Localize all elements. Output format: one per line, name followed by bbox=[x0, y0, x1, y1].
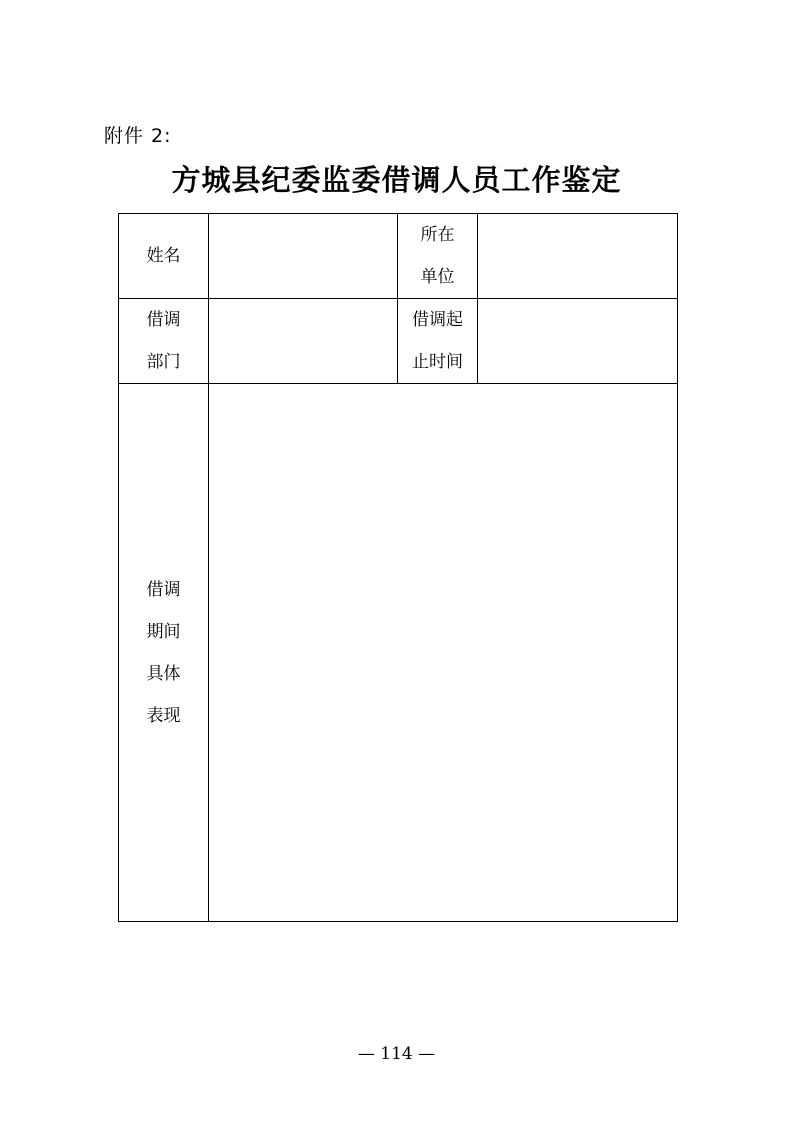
performance-label-cell bbox=[119, 384, 209, 922]
performance-value-field[interactable] bbox=[209, 384, 678, 922]
period-label-line1: 借调起 bbox=[412, 310, 463, 330]
name-label: 姓名 bbox=[146, 246, 181, 266]
attachment-label: 附件 2: bbox=[104, 125, 172, 147]
document-title: 方城县纪委监委借调人员工作鉴定 bbox=[171, 163, 622, 197]
unit-label-cell bbox=[398, 214, 478, 299]
performance-label-line2: 期间 bbox=[146, 621, 181, 642]
dept-value-field[interactable] bbox=[209, 299, 398, 384]
name-label-cell bbox=[119, 214, 209, 299]
period-label-line2: 止时间 bbox=[412, 352, 463, 372]
period-label-cell bbox=[398, 299, 478, 384]
appraisal-form-table bbox=[118, 213, 678, 922]
performance-label-line3: 具体 bbox=[146, 663, 181, 684]
page-number: — 114 — bbox=[357, 1044, 436, 1064]
period-value-field[interactable] bbox=[478, 299, 678, 384]
dept-label-line2: 部门 bbox=[146, 352, 181, 372]
table-row bbox=[119, 384, 678, 922]
dept-label-cell bbox=[119, 299, 209, 384]
performance-label-line1: 借调 bbox=[146, 579, 181, 600]
table-row bbox=[119, 299, 678, 384]
table-row bbox=[119, 214, 678, 299]
unit-label-line2: 单位 bbox=[420, 267, 455, 287]
name-value-field[interactable] bbox=[209, 214, 398, 299]
unit-value-field[interactable] bbox=[478, 214, 678, 299]
performance-label-line4: 表现 bbox=[146, 705, 181, 726]
unit-label-line1: 所在 bbox=[420, 225, 455, 245]
dept-label-line1: 借调 bbox=[146, 310, 181, 330]
